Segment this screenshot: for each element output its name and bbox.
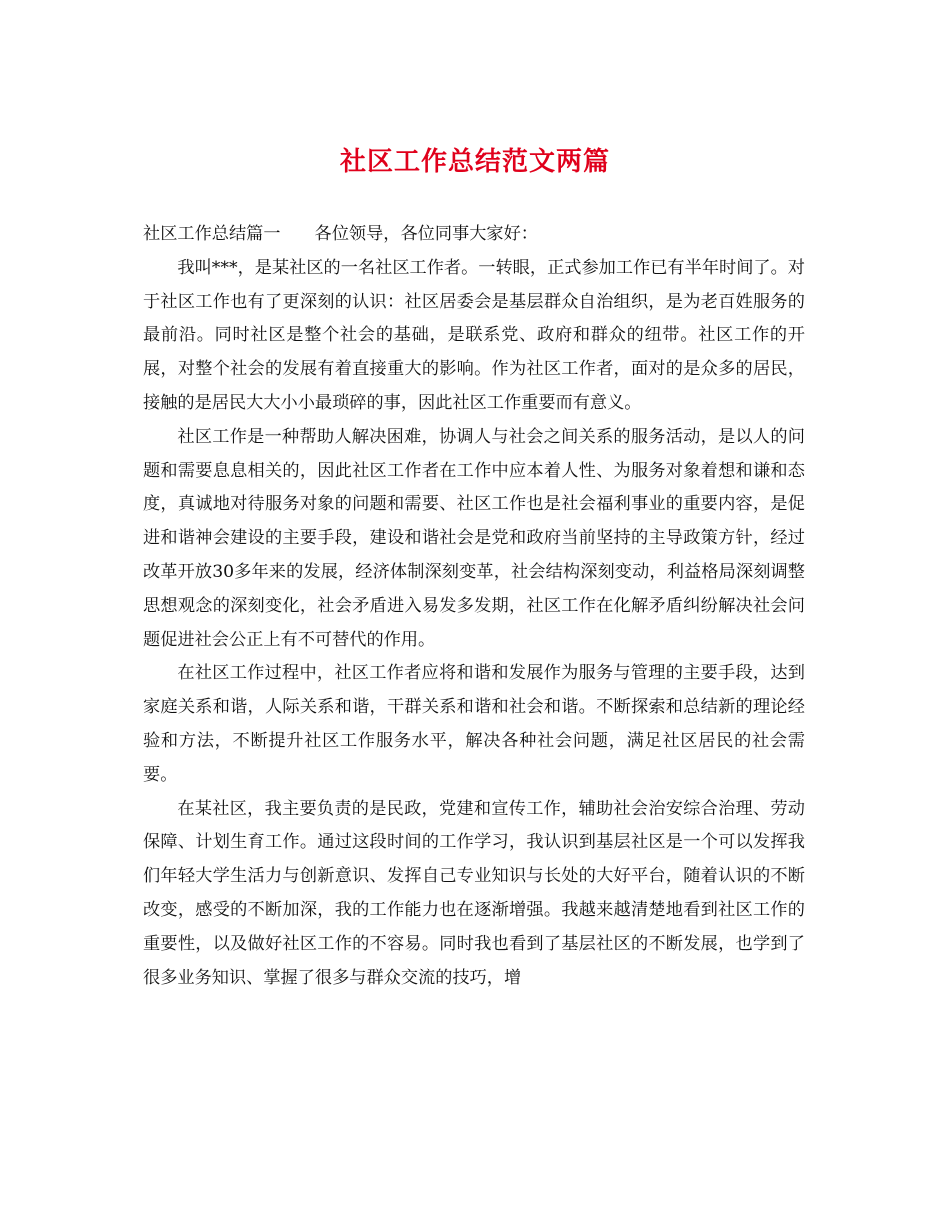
greeting-text: 各位领导，各位同事大家好： [314,224,538,244]
document-body [143,218,805,995]
paragraph: 社区工作是一种帮助人解决困难，协调人与社会之间关系的服务活动，是以人的问题和需要息息相关的，因此社区工作者在工作中应本着人性、为服务对象着想和谦和态度，真诚地对待服务对象的问题和需要、社区工作也是社会福利事业的重要内容，是促进和谐神会建设的主要手段，建设和谐社会是党和政府当前坚持的主导政策方针，经过改革开放30多年来的发展，经济体制深刻变革，社会结构深刻变动，利益格局深刻调整思想观念的深刻变化，社会矛盾进入易发多发期，社区工作在化解矛盾纠纷解决社会问题促进社会公正上有不可替代的作用。 [143,426,805,650]
paragraph: 在社区工作过程中，社区工作者应将和谐和发展作为服务与管理的主要手段，达到家庭关系和谐，人际关系和谐，干群关系和谐和社会和谐。不断探索和总结新的理论经验和方法，不断提升社区工作服务水平，解决各种社会问题，满足社区居民的社会需要。 [143,663,805,785]
intro-line [143,218,805,252]
paragraph: 我叫***，是某社区的一名社区工作者。一转眼，正式参加工作已有半年时间了。对于社区工作也有了更深刻的认识：社区居委会是基层群众自治组织，是为老百姓服务的最前沿。同时社区是整个社会的基础，是联系党、政府和群众的纽带。社区工作的开展，对整个社会的发展有着直接重大的影响。作为社区工作者，面对的是众多的居民，接触的是居民大大小小最琐碎的事，因此社区工作重要而有意义。 [143,257,805,413]
document-title: 社区工作总结范文两篇 [339,147,610,177]
section-label: 社区工作总结篇一 [143,224,281,244]
paragraph: 在某社区，我主要负责的是民政，党建和宣传工作，辅助社会治安综合治理、劳动保障、计划生育工作。通过这段时间的工作学习，我认识到基层社区是一个可以发挥我们年轻大学生活力与创新意识、发挥自己专业知识与长处的大好平台，随着认识的不断改变，感受的不断加深，我的工作能力也在逐渐增强。我越来越清楚地看到社区工作的重要性，以及做好社区工作的不容易。同时我也看到了基层社区的不断发展，也学到了很多业务知识、掌握了很多与群众交流的技巧，增 [143,798,805,988]
